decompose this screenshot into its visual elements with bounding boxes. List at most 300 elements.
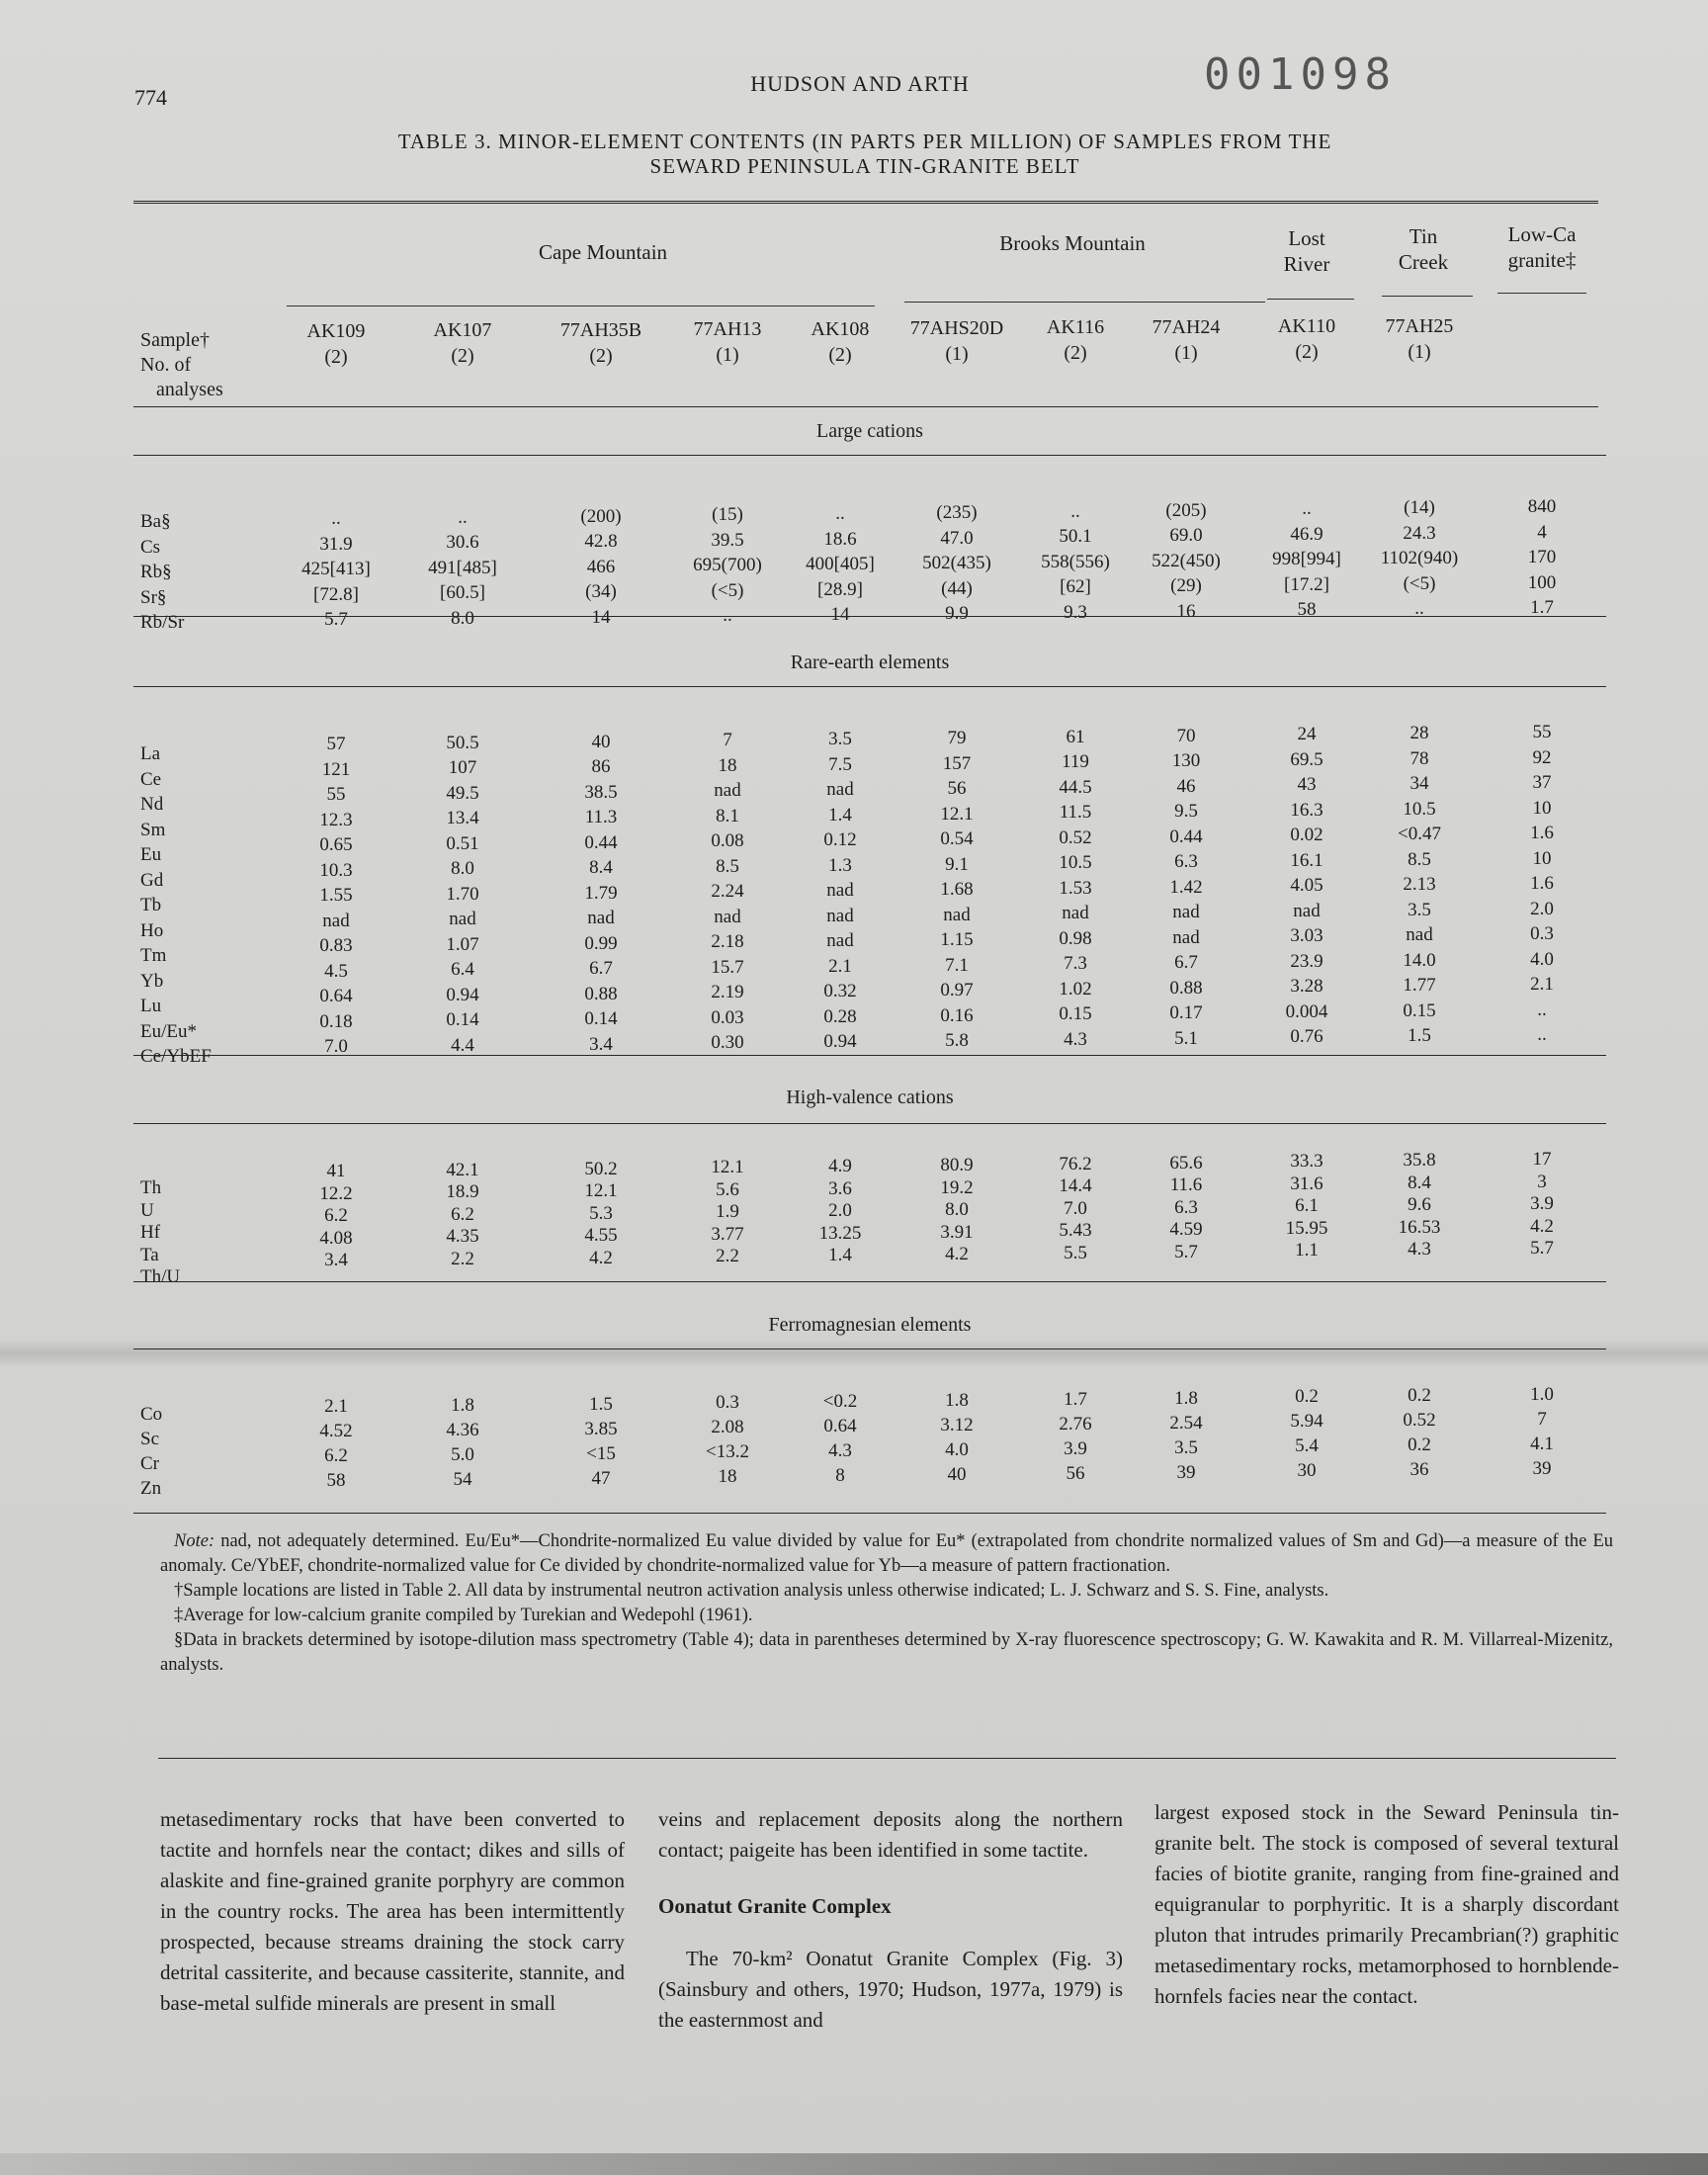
ree-cell: 0.03 (711, 1006, 744, 1028)
hv-cell: 16.53 (1398, 1216, 1441, 1238)
ferro-cell: 1.5 (589, 1393, 613, 1415)
large-cation-cell: 46.9 (1290, 523, 1324, 545)
ree-cell: 7 (723, 730, 732, 751)
table-bottom-rule (133, 1513, 1606, 1514)
table-top-rule (133, 201, 1598, 204)
ree-cell: 9.5 (1174, 801, 1198, 823)
ree-cell: 8.1 (716, 805, 739, 826)
sample-row-head: Sample† No. of analyses (140, 329, 223, 400)
ree-cell: nad (826, 930, 854, 952)
hv-cell: 3.77 (711, 1223, 744, 1245)
rule-hv-end (133, 1281, 1606, 1282)
hv-cell: 19.2 (940, 1176, 974, 1198)
ree-cell: 9.1 (945, 853, 969, 875)
body-column-3 (1154, 1797, 1619, 2012)
table-caption-line-2: SEWARD PENINSULA TIN-GRANITE BELT (649, 154, 1080, 178)
scan-bottom-edge (0, 2153, 1708, 2175)
hv-cell: 15.95 (1285, 1217, 1328, 1239)
ree-cell: 7.5 (828, 753, 852, 775)
hv-cell: 5.7 (1530, 1238, 1554, 1259)
page-number: 774 (134, 85, 167, 110)
scan-shadow (0, 1340, 1708, 1367)
large-cation-cell: 14 (591, 606, 611, 628)
ree-cell: 79 (947, 728, 967, 748)
ree-cell: 3.4 (589, 1033, 613, 1055)
ferro-cell: 2.08 (711, 1417, 744, 1438)
hv-cell: 5.6 (716, 1178, 739, 1200)
ferro-cell: 2.54 (1169, 1412, 1203, 1434)
ree-cell: 12.3 (319, 809, 353, 830)
hv-cell: 3.9 (1530, 1193, 1554, 1214)
ree-cell: 8.5 (716, 855, 739, 877)
hv-cell: 6.3 (1174, 1196, 1198, 1218)
hv-cell: 14.4 (1059, 1175, 1092, 1197)
hv-cell: 1.1 (1295, 1240, 1319, 1262)
ferro-cell: 0.2 (1295, 1386, 1319, 1408)
ree-cell: 46 (1176, 775, 1196, 797)
row-label: Th (140, 1177, 162, 1198)
ferro-cell: 4.52 (319, 1421, 353, 1441)
body-col2-text-1: veins and replacement deposits along the northern contact; paigeite has been identified in some tactite. (658, 1807, 1123, 1862)
hv-cell: 42.1 (446, 1159, 479, 1180)
ferro-cell: 0.2 (1408, 1385, 1431, 1407)
sample-id-77ah13: 77AH13 (1) (663, 316, 792, 368)
ree-cell: 16.3 (1290, 799, 1324, 821)
ferro-cell: 54 (453, 1468, 472, 1490)
large-cation-cell: 400[405] (806, 554, 875, 575)
document-stamp: 001098 (1204, 49, 1397, 100)
ree-cell: 28 (1409, 723, 1429, 744)
ree-cell: 1.77 (1403, 975, 1436, 997)
ree-cell: nad (826, 880, 854, 902)
large-cation-cell: 18.6 (823, 528, 857, 550)
hv-cell: 2.2 (716, 1246, 739, 1267)
analysis-count: (2) (589, 344, 613, 367)
hv-cell: 33.3 (1290, 1151, 1324, 1173)
ree-cell: 0.32 (823, 981, 857, 1002)
ree-cell: 7.3 (1064, 953, 1087, 975)
row-label: Th/U (140, 1266, 181, 1287)
ree-cell: 0.83 (319, 935, 353, 956)
ree-cell: 1.53 (1059, 877, 1092, 899)
ree-cell: 10.5 (1403, 798, 1436, 820)
hv-cell: 6.2 (324, 1205, 348, 1226)
ferro-cell: 4.0 (945, 1439, 969, 1460)
ree-cell: 1.5 (1408, 1025, 1431, 1047)
ree-cell: 0.54 (940, 828, 974, 849)
large-cation-cell: 1.7 (1530, 597, 1554, 618)
ree-cell: nad (322, 910, 350, 931)
rule-ferro (133, 1348, 1606, 1349)
rule-brooks (904, 302, 1265, 303)
hv-cell: 4.2 (1530, 1215, 1554, 1237)
ferro-cell: 4.3 (828, 1440, 852, 1462)
large-cation-cell: [60.5] (440, 582, 485, 604)
group-cape-mountain: Cape Mountain (538, 240, 668, 264)
ree-cell: 0.3 (1530, 923, 1554, 944)
ree-cell: 0.15 (1403, 1000, 1436, 1021)
large-cation-cell: 425[413] (301, 559, 371, 579)
ree-cell: 18 (718, 754, 737, 776)
ree-cell: 38.5 (584, 781, 618, 803)
ree-cell: 49.5 (446, 782, 479, 804)
large-cation-cell: 8.0 (451, 607, 474, 629)
ree-cell: 55 (326, 784, 346, 805)
hv-cell: 76.2 (1059, 1153, 1092, 1174)
hv-cell: 3.91 (940, 1221, 974, 1243)
ferro-cell: 1.0 (1530, 1384, 1554, 1405)
ree-cell: 3.5 (1408, 899, 1431, 920)
ree-cell: 57 (326, 734, 346, 754)
ree-cell: 0.52 (1059, 826, 1092, 848)
hv-cell: 4.3 (1408, 1239, 1431, 1261)
rule-lost (1267, 299, 1354, 300)
large-cation-cell: 522(450) (1152, 550, 1221, 571)
ferro-cell: 4.1 (1530, 1434, 1554, 1454)
large-cation-cell: .. (835, 503, 845, 525)
ferro-cell: 5.0 (451, 1443, 474, 1465)
large-cation-cell: 558(556) (1041, 551, 1110, 572)
hv-cell: 18.9 (446, 1181, 479, 1203)
hv-cell: 5.5 (1064, 1242, 1087, 1263)
rule-lowca (1497, 293, 1586, 294)
large-cation-cell: 491[485] (428, 557, 497, 578)
hv-cell: 35.8 (1403, 1150, 1436, 1172)
ferro-cell: 47 (591, 1467, 611, 1489)
ree-cell: 70 (1176, 725, 1196, 746)
large-cation-cell: [17.2] (1284, 573, 1329, 595)
ree-cell: 12.1 (940, 803, 974, 825)
rule-ree-end (133, 1055, 1606, 1056)
row-label: Co (140, 1404, 163, 1425)
row-label: Ho (140, 919, 164, 941)
rule-cape (287, 305, 875, 306)
ferro-cell: 0.2 (1408, 1435, 1431, 1456)
row-label: Nd (140, 794, 164, 815)
hv-cell: 5.43 (1059, 1220, 1092, 1242)
note-main: Note: nad, not adequately determined. Eu/Eu*—Chondrite-normalized Eu value divided by value for Eu* (extrapolated from chondrite normalized values of Sm and Gd)—a measure of the Eu anomaly. Ce/YbEF, chondrite-normalized value for Ce divided by chondrite-normalized value for Yb—a measure of pattern fractionation. (160, 1531, 1614, 1576)
rule-large-end (133, 616, 1606, 617)
ree-cell: 2.1 (828, 955, 852, 977)
ree-cell: 0.98 (1059, 927, 1092, 949)
hv-cell: 5.3 (589, 1202, 613, 1224)
large-cation-cell: 39.5 (711, 529, 744, 551)
ferro-cell: 5.94 (1290, 1411, 1324, 1433)
hv-cell: 13.25 (818, 1222, 862, 1244)
ree-cell: 23.9 (1290, 950, 1324, 972)
analysis-count: (1) (1174, 341, 1198, 364)
body-col2-text-2: The 70-km² Oonatut Granite Complex (Fig. 3) (Sainsbury and others, 1970; Hudson, 1977a, 1979) is the easternmost and (658, 1947, 1123, 2032)
ree-cell: 157 (942, 752, 972, 774)
ree-cell: 69.5 (1290, 748, 1324, 770)
running-title: HUDSON AND ARTH (750, 71, 970, 96)
ree-cell: 8.0 (451, 858, 474, 880)
ree-cell: 0.14 (446, 1009, 479, 1031)
ree-cell: 0.64 (319, 986, 353, 1006)
hv-cell: 5.7 (1174, 1241, 1198, 1262)
row-label: Cr (140, 1453, 159, 1474)
large-cation-cell: 840 (1527, 496, 1557, 517)
ferro-cell: 39 (1532, 1458, 1552, 1479)
ferro-cell: 3.85 (584, 1418, 618, 1439)
ree-cell: 86 (591, 756, 611, 778)
hv-cell: 3.4 (324, 1250, 348, 1270)
ree-cell: 55 (1532, 722, 1552, 742)
ree-cell: 4.0 (1530, 948, 1554, 970)
group-low-ca-granite: Low-Ca granite‡ (1507, 222, 1577, 272)
ree-cell: 0.76 (1290, 1026, 1324, 1048)
hv-cell: 8.0 (945, 1199, 969, 1220)
ree-cell: 0.18 (319, 1010, 353, 1032)
ree-cell: 8.4 (589, 857, 613, 879)
analysis-count: (1) (716, 344, 739, 367)
ferro-cell: 2.1 (324, 1396, 348, 1417)
sample-id-77ahs20d: 77AHS20D (1) (893, 315, 1021, 367)
hv-cell: 4.55 (584, 1225, 618, 1247)
large-cation-cell: 4 (1537, 521, 1547, 543)
ree-cell: nad (826, 905, 854, 926)
large-cation-cell: 14 (830, 604, 850, 626)
ree-cell: 0.88 (1169, 977, 1203, 999)
ree-cell: 1.02 (1059, 978, 1092, 1000)
ree-cell: 78 (1409, 747, 1429, 769)
row-label: Hf (140, 1222, 161, 1243)
ree-cell: 1.6 (1530, 873, 1554, 894)
table-caption (247, 130, 1483, 179)
ree-cell: 10.5 (1059, 852, 1092, 874)
ree-cell: nad (826, 779, 854, 801)
ree-cell: 0.44 (584, 831, 618, 853)
ferro-cell: 3.12 (940, 1415, 974, 1436)
row-label: Cs (140, 536, 161, 558)
note-section: §Data in brackets determined by isotope-dilution mass spectrometry (Table 4); data in parentheses determined by X-ray fluorescence spectroscopy; G. W. Kawakita and R. M. Villarreal-Mizenitz, analysts. (160, 1630, 1613, 1675)
notes-bottom-rule (158, 1758, 1616, 1759)
large-cation-cell: 9.9 (945, 603, 969, 624)
ree-cell: 0.02 (1290, 825, 1324, 846)
ree-cell: .. (1537, 1024, 1547, 1045)
hv-cell: 3.6 (828, 1177, 852, 1199)
ree-cell: 37 (1532, 772, 1552, 793)
large-cation-cell: 47.0 (940, 527, 974, 549)
row-label: La (140, 743, 161, 764)
ree-cell: 7.1 (945, 954, 969, 976)
ree-cell: 0.88 (584, 983, 618, 1004)
ree-cell: 14.0 (1403, 949, 1436, 971)
rule-tin (1382, 296, 1473, 297)
large-cation-cell: .. (723, 605, 732, 627)
body-col3-text: largest exposed stock in the Seward Peninsula tin-granite belt. The stock is composed of several textural facies of biotite granite, ranging from fine-grained and equigranular to porphyritic. It is a sharply discordant pluton that intrudes primarily Precambrian(?) graphitic metasedimentary rocks, metamorphosed to hornblende-hornfels facies near the contact. (1154, 1800, 1619, 2008)
ree-cell: 1.79 (584, 882, 618, 904)
group-tin-creek: Tin Creek (1398, 224, 1449, 274)
ree-cell: 5.1 (1174, 1027, 1198, 1049)
row-label: Zn (140, 1478, 162, 1499)
rule-ree (133, 686, 1606, 687)
row-label: Eu/Eu* (140, 1020, 197, 1042)
ree-cell: 15.7 (711, 956, 744, 978)
ree-cell: 40 (591, 731, 611, 752)
ferro-cell: 7 (1537, 1409, 1547, 1430)
row-label: Lu (140, 996, 162, 1016)
ferro-cell: 39 (1176, 1461, 1196, 1483)
hv-cell: 9.6 (1408, 1194, 1431, 1216)
ferro-cell: 8 (835, 1465, 845, 1487)
large-cation-cell: (14) (1404, 497, 1435, 519)
ree-cell: 10 (1532, 847, 1552, 869)
ree-cell: 44.5 (1059, 776, 1092, 798)
sample-id-77ah24: 77AH24 (1) (1122, 314, 1250, 366)
group-brooks-mountain: Brooks Mountain (999, 231, 1146, 255)
hv-cell: 4.2 (589, 1247, 613, 1268)
rule-large-cations (133, 455, 1606, 456)
ree-cell: 3.28 (1290, 976, 1324, 998)
large-cation-cell: 42.8 (584, 531, 618, 553)
row-label: Tm (140, 945, 167, 966)
hv-cell: 50.2 (584, 1158, 618, 1179)
large-cation-cell: 466 (586, 556, 616, 577)
large-cation-cell: 170 (1527, 547, 1557, 567)
ree-cell: 10 (1532, 797, 1552, 819)
large-cation-cell: .. (331, 508, 341, 529)
hv-cell: 65.6 (1169, 1152, 1203, 1174)
ree-cell: 0.51 (446, 832, 479, 854)
ree-cell: 2.24 (711, 881, 744, 903)
ferro-cell: 0.64 (823, 1416, 857, 1437)
ree-cell: 0.16 (940, 1004, 974, 1026)
note-double-dagger: ‡Average for low-calcium granite compiled by Turekian and Wedepohl (1961). (174, 1606, 753, 1625)
row-label: Sr§ (140, 586, 167, 608)
row-label: Sm (140, 819, 166, 840)
rule-header-bottom (133, 406, 1598, 407)
large-cation-cell: [62] (1060, 576, 1091, 598)
group-lost-river: Lost River (1283, 226, 1330, 276)
row-label: Gd (140, 869, 164, 891)
large-cation-cell: .. (1302, 498, 1312, 520)
large-cation-cell: (<5) (711, 579, 744, 601)
ree-cell: 121 (321, 758, 351, 780)
ree-cell: 2.13 (1403, 874, 1436, 896)
hv-cell: 1.9 (716, 1201, 739, 1223)
ree-cell: nad (1406, 924, 1433, 946)
hv-cell: 4.9 (828, 1156, 852, 1177)
ree-cell: nad (714, 906, 741, 927)
ree-cell: 0.94 (823, 1031, 857, 1053)
hv-cell: 11.6 (1169, 1174, 1203, 1196)
ree-cell: 4.5 (324, 960, 348, 982)
analysis-count: (2) (324, 346, 348, 368)
ree-cell: 8.5 (1408, 848, 1431, 870)
large-cation-cell: 58 (1297, 599, 1317, 621)
ferro-cell: 1.7 (1064, 1388, 1087, 1410)
rule-hv (133, 1123, 1606, 1124)
ree-cell: 0.99 (584, 932, 618, 954)
ree-cell: nad (1293, 900, 1321, 921)
ree-cell: nad (1172, 902, 1200, 923)
ferro-cell: 40 (947, 1464, 967, 1485)
large-cation-cell: 695(700) (693, 555, 762, 576)
body-column-2 (658, 1804, 1123, 2036)
row-label: Rb/Sr (140, 612, 185, 633)
section-rare-earth: Rare-earth elements (790, 652, 950, 673)
ree-cell: 5.8 (945, 1030, 969, 1051)
ree-cell: 4.3 (1064, 1028, 1087, 1050)
ree-cell: 130 (1171, 750, 1201, 772)
analysis-count: (2) (451, 345, 474, 368)
ferro-cell: 0.52 (1403, 1410, 1436, 1432)
row-label: Rb§ (140, 562, 172, 582)
large-cation-cell: (15) (712, 504, 743, 526)
ree-cell: 0.65 (319, 834, 353, 855)
hv-cell: 80.9 (940, 1155, 974, 1175)
ree-cell: 1.68 (940, 879, 974, 900)
sample-id-77ah25: 77AH25 (1) (1355, 313, 1484, 365)
ree-cell: 4.05 (1290, 875, 1324, 897)
table-notes (160, 1529, 1613, 1678)
ree-cell: 7.0 (324, 1036, 348, 1057)
ree-cell: 1.70 (446, 883, 479, 905)
ferro-cell: 56 (1066, 1462, 1085, 1484)
sample-id-77ah35b: 77AH35B (2) (537, 317, 665, 369)
ree-cell: 0.004 (1285, 1000, 1328, 1022)
ree-cell: 6.4 (451, 959, 474, 981)
ree-cell: 34 (1409, 773, 1429, 795)
hv-cell: 2.0 (828, 1200, 852, 1222)
large-cation-cell: (<5) (1403, 572, 1436, 594)
large-cation-cell: (235) (936, 502, 978, 523)
row-label: Yb (140, 970, 164, 992)
table-caption-line-1: TABLE 3. MINOR-ELEMENT CONTENTS (IN PARTS PER MILLION) OF SAMPLES FROM THE (397, 130, 1332, 153)
ree-cell: <0.47 (1398, 824, 1441, 845)
ree-cell: 24 (1297, 724, 1317, 745)
row-label: Ba§ (140, 511, 171, 532)
ree-cell: 2.1 (1530, 974, 1554, 995)
ree-cell: 1.6 (1530, 823, 1554, 843)
ree-cell: 0.15 (1059, 1003, 1092, 1025)
ree-cell: 1.42 (1169, 876, 1203, 898)
hv-cell: 4.35 (446, 1226, 479, 1248)
ree-cell: 0.94 (446, 984, 479, 1005)
large-cation-cell: 1102(940) (1380, 548, 1459, 569)
ferro-cell: 30 (1297, 1460, 1317, 1482)
ree-cell: 1.3 (828, 854, 852, 876)
large-cation-cell: (205) (1165, 499, 1207, 521)
row-label: Ta (140, 1244, 159, 1265)
sample-id-ak107: AK107 (2) (398, 317, 527, 369)
large-cation-cell: .. (458, 506, 468, 528)
ree-cell: 1.07 (446, 933, 479, 955)
large-cation-cell: .. (1070, 500, 1080, 522)
ree-cell: 0.44 (1169, 826, 1203, 847)
ree-cell: 2.0 (1530, 898, 1554, 919)
large-cation-cell: (34) (585, 581, 617, 603)
ree-cell: nad (943, 904, 971, 925)
ree-cell: 50.5 (446, 732, 479, 753)
large-cation-cell: 16 (1176, 600, 1196, 622)
large-cation-cell: [72.8] (313, 583, 359, 605)
sample-id-ak109: AK109 (2) (272, 318, 400, 370)
ferro-cell: <15 (586, 1442, 616, 1464)
ree-cell: 6.3 (1174, 851, 1198, 873)
ree-cell: 107 (448, 757, 477, 779)
hv-cell: 41 (326, 1161, 346, 1181)
ferro-cell: <13.2 (706, 1441, 749, 1463)
ree-cell: 11.3 (584, 807, 618, 828)
ree-cell: nad (1172, 926, 1200, 948)
large-cation-cell: 998[994] (1272, 549, 1341, 570)
large-cation-cell: 9.3 (1064, 601, 1087, 623)
large-cation-cell: 100 (1527, 571, 1557, 593)
sample-id-ak110: AK110 (2) (1242, 313, 1371, 365)
sample-id-ak116: AK116 (2) (1011, 314, 1140, 366)
